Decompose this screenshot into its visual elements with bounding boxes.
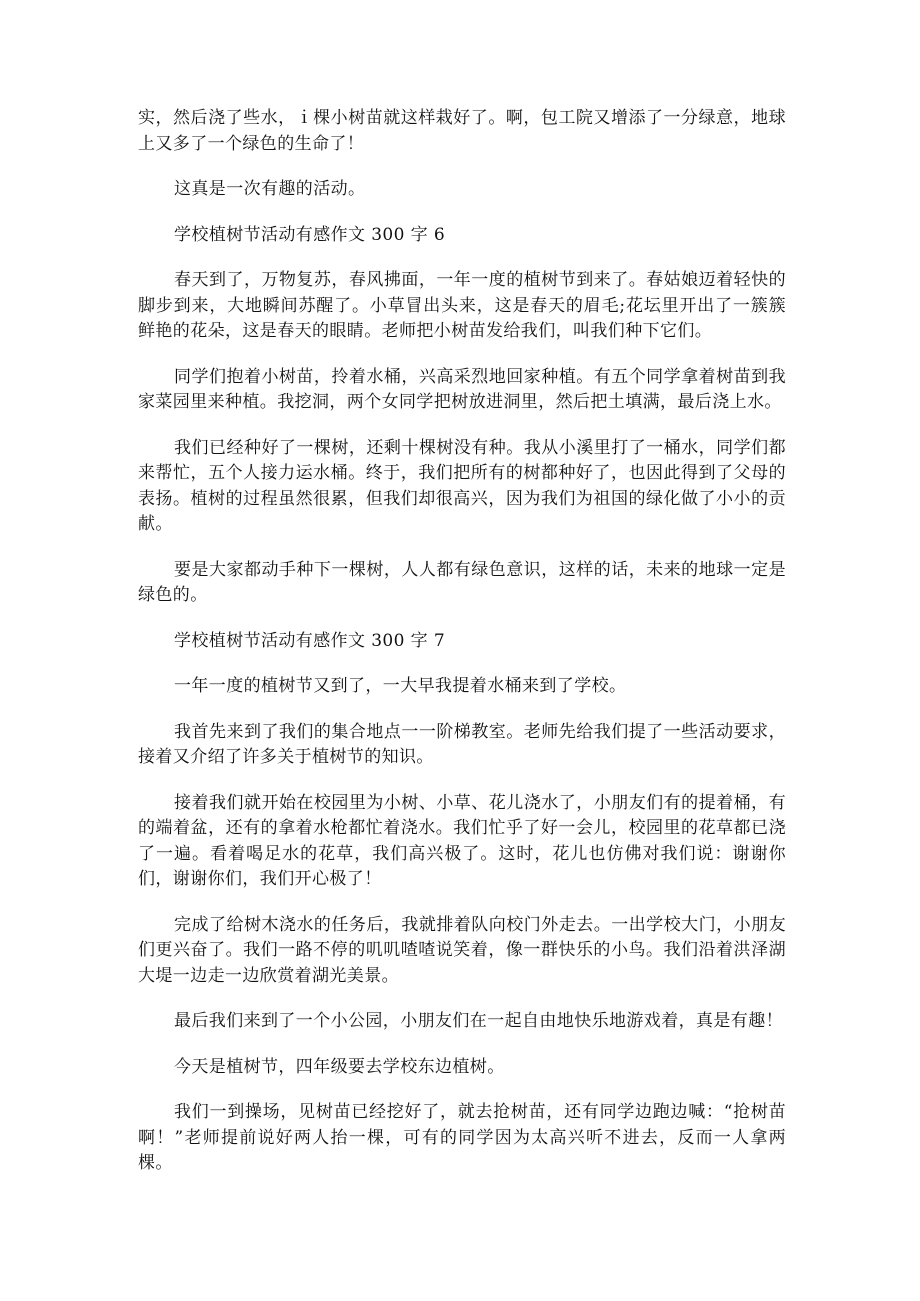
paragraph: 完成了给树木浇水的任务后，我就排着队向校门外走去。一出学校大门，小朋友们更兴奋了。我们一路不停的叽叽喳喳说笑着，像一群快乐的小鸟。我们沿着洪泽湖大堤一边走一边欣赏着湖光美景。 bbox=[138, 914, 786, 986]
paragraph-continuation: 实，然后浇了些水，ｉ棵小树苗就这样栽好了。啊，包工院又增添了一分绿意，地球上又多了一个绿色的生命了！ bbox=[138, 108, 786, 154]
paragraph: 最后我们来到了一个小公园，小朋友们在一起自由地快乐地游戏着，真是有趣！ bbox=[174, 1011, 783, 1031]
paragraph: 今天是植树节，四年级要去学校东边植树。 bbox=[174, 1056, 505, 1077]
paragraph: 接着我们就开始在校园里为小树、小草、花儿浇水了，小朋友们有的提着桶，有的端着盆，还有的拿着水枪都忙着浇水。我们忙乎了好一会儿，校园里的花草都已浇了一遍。看着喝足水的花草，我们高兴极了。这时，花儿也仿佛对我们说：谢谢你们，谢谢你们，我们开心极了！ bbox=[138, 792, 786, 889]
section-heading: 学校植树节活动有感作文 300 字 6 bbox=[174, 224, 446, 245]
paragraph: 春天到了，万物复苏，春风拂面，一年一度的植树节到来了。春姑娘迈着轻快的脚步到来，大地瞬间苏醒了。小草冒出头来，这是春天的眉毛;花坛里开出了一簇簇鲜艳的花朵，这是春天的眼睛。老师把小树苗发给我们，叫我们种下它们。 bbox=[138, 270, 786, 341]
paragraph: 同学们抱着小树苗，拎着水桶，兴高采烈地回家种植。有五个同学拿着树苗到我家菜园里来种植。我挖洞，两个女同学把树放进洞里，然后把土填满，最后浇上水。 bbox=[138, 366, 786, 412]
section-heading: 学校植树节活动有感作文 300 字 7 bbox=[174, 630, 446, 651]
paragraph: 一年一度的植树节又到了，一大早我提着水桶来到了学校。 bbox=[174, 676, 627, 696]
paragraph: 我们一到操场，见树苗已经挖好了，就去抢树苗，还有同学边跑边喊：“抢树苗啊！”老师提前说好两人抬一棵，可有的同学因为太高兴听不进去，反而一人拿两棵。 bbox=[138, 1102, 786, 1173]
paragraph: 我们已经种好了一棵树，还剩十棵树没有种。我从小溪里打了一桶水，同学们都来帮忙，五个人接力运水桶。终于，我们把所有的树都种好了，也因此得到了父母的表扬。植树的过程虽然很累，但我们却很高兴，因为我们为祖国的绿化做了小小的贡献。 bbox=[138, 437, 786, 534]
paragraph: 这真是一次有趣的活动。 bbox=[174, 179, 366, 199]
paragraph: 要是大家都动手种下一棵树，人人都有绿色意识，这样的话，未来的地球一定是绿色的。 bbox=[138, 559, 786, 605]
document-body bbox=[138, 106, 786, 1197]
paragraph: 我首先来到了我们的集合地点一一阶梯教室。老师先给我们提了一些活动要求，接着又介绍了许多关于植树节的知识。 bbox=[138, 721, 786, 767]
